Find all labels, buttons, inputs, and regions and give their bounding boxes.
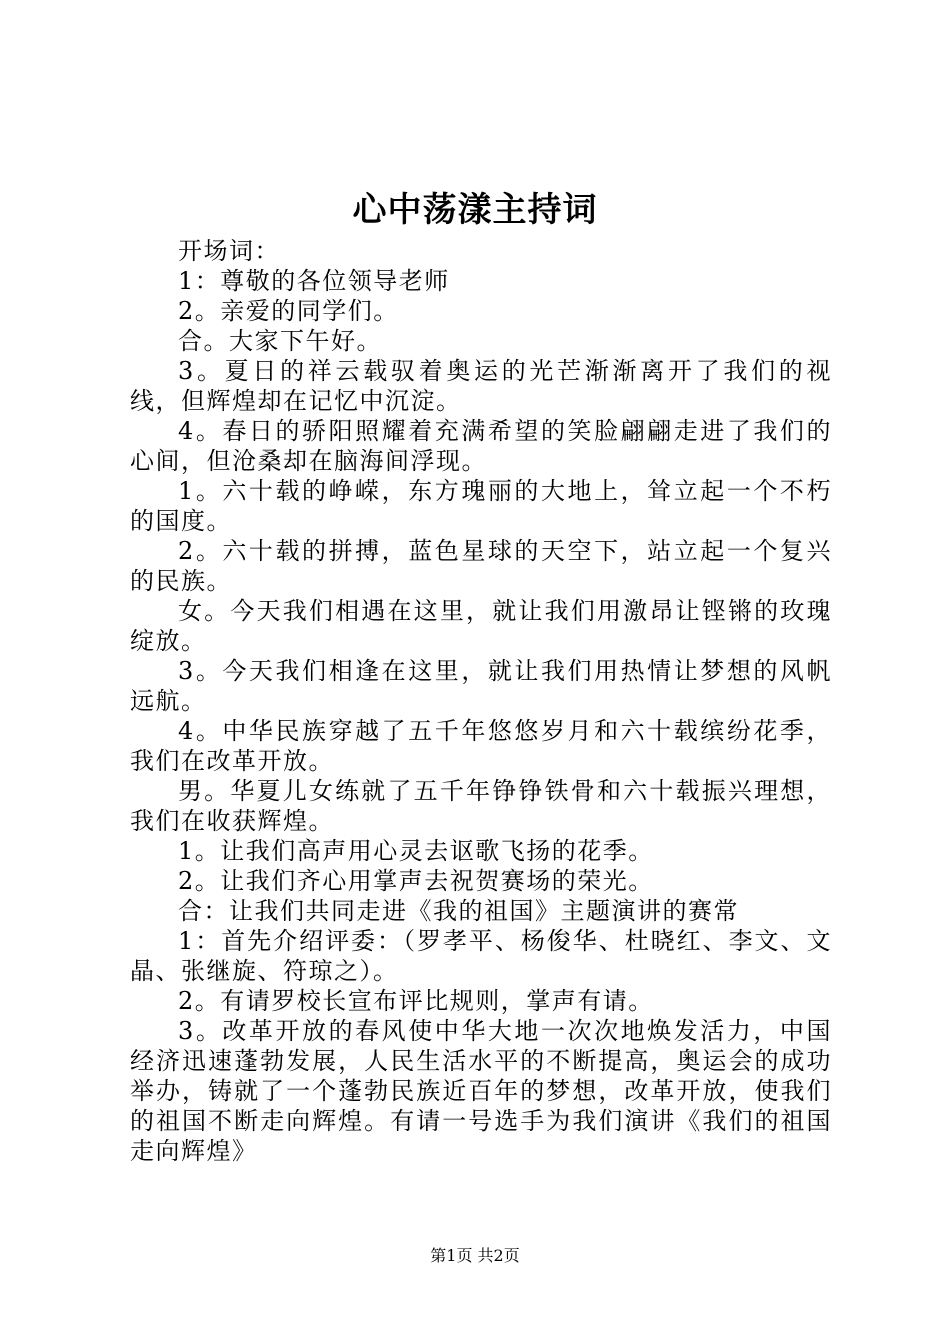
paragraph: 3。改革开放的春风使中华大地一次次地焕发活力，中国经济迅速蓬勃发展，人民生活水平的不断提高，奥运会的成功举办，铸就了一个蓬勃民族近百年的梦想，改革开放，使我们的祖国不断走向辉煌。有请一号选手为我们演讲《我们的祖国走向辉煌》: [130, 1017, 832, 1165]
paragraph: 3。夏日的祥云载驭着奥运的光芒渐渐离开了我们的视线，但辉煌却在记忆中沉淀。: [130, 357, 832, 415]
paragraph: 1。让我们高声用心灵去讴歌飞扬的花季。: [178, 837, 654, 865]
paragraph: 合。大家下午好。: [178, 327, 382, 355]
document-title: 心中荡漾主持词: [352, 190, 598, 230]
paragraph: 1：首先介绍评委：（罗孝平、杨俊华、杜晓红、李文、文晶、张继旋、符琼之）。: [130, 927, 832, 985]
paragraph: 1。六十载的峥嵘，东方瑰丽的大地上，耸立起一个不朽的国度。: [130, 477, 832, 535]
document-body: [130, 236, 832, 1166]
paragraph: 开场词：: [178, 237, 280, 265]
paragraph: 2。六十载的拼搏，蓝色星球的天空下，站立起一个复兴的民族。: [130, 537, 832, 595]
paragraph: 4。中华民族穿越了五千年悠悠岁月和六十载缤纷花季，我们在改革开放。: [130, 717, 832, 775]
paragraph: 1：尊敬的各位领导老师: [178, 267, 450, 295]
paragraph: 女。今天我们相遇在这里，就让我们用激昂让铿锵的玫瑰绽放。: [130, 597, 832, 655]
paragraph: 3。今天我们相逢在这里，就让我们用热情让梦想的风帆远航。: [130, 657, 832, 715]
page-footer: 第1页 共2页: [430, 1246, 520, 1265]
paragraph: 2。有请罗校长宣布评比规则，掌声有请。: [178, 987, 654, 1015]
paragraph: 男。华夏儿女练就了五千年铮铮铁骨和六十载振兴理想，我们在收获辉煌。: [130, 777, 832, 835]
paragraph: 2。让我们齐心用掌声去祝贺赛场的荣光。: [178, 867, 654, 895]
paragraph: 4。春日的骄阳照耀着充满希望的笑脸翩翩走进了我们的心间，但沧桑却在脑海间浮现。: [130, 417, 832, 475]
paragraph: 合：让我们共同走进《我的祖国》主题演讲的赛常: [178, 897, 739, 925]
paragraph: 2。亲爱的同学们。: [178, 297, 399, 325]
